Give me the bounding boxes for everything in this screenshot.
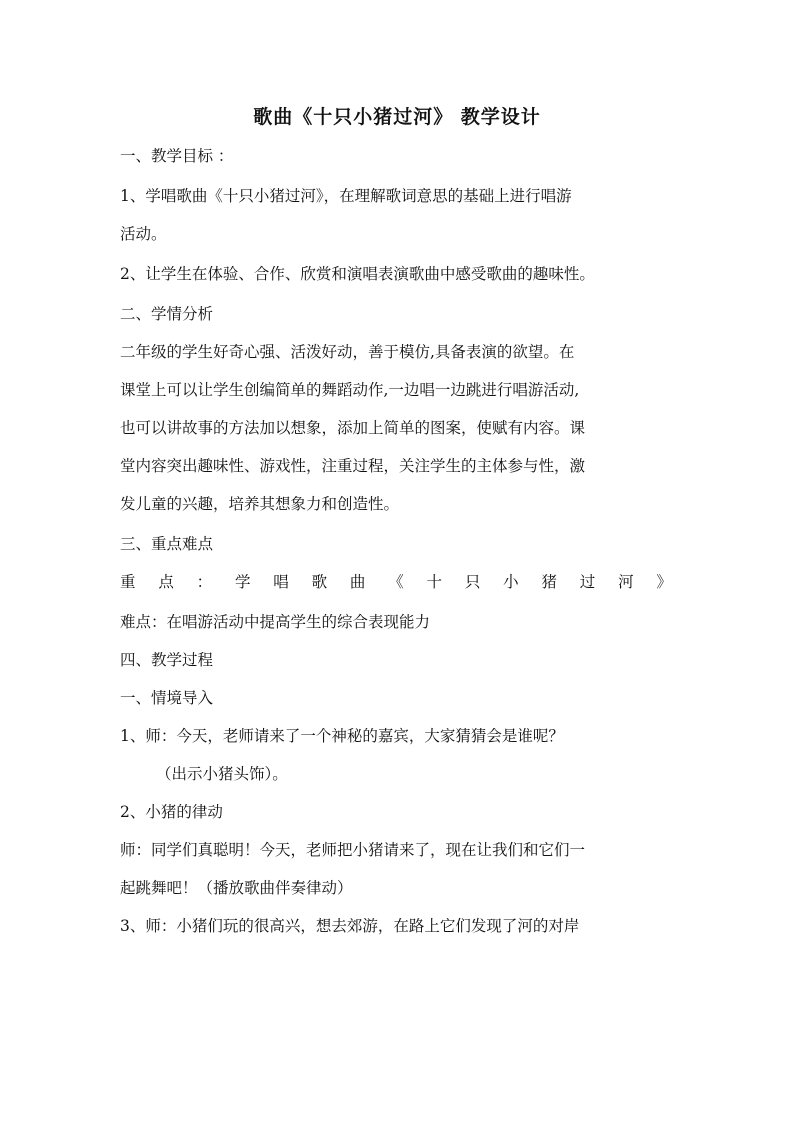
key-point-char: 河	[618, 573, 634, 591]
paragraph-line: 二年级的学生好奇心强、活泼好动，善于模仿,具备表演的欲望。在	[120, 343, 575, 361]
document-title: 歌曲《十只小猪过河》 教学设计	[253, 106, 541, 128]
key-point-char: 猪	[541, 573, 557, 591]
section-heading-analysis: 二、学情分析	[120, 305, 214, 323]
key-point-char: 十	[426, 573, 443, 591]
key-point-char: 过	[579, 573, 596, 591]
paragraph-line: 1、师：今天，老师请来了一个神秘的嘉宾，大家猜猜会是谁呢？	[120, 727, 564, 745]
paragraph-line: 堂内容突出趣味性、游戏性，注重过程，关注学生的主体参与性，激	[120, 457, 586, 475]
section-heading-objectives: 一、教学目标 ：	[120, 147, 234, 165]
paragraph-line: （出示小猪头饰）。	[156, 765, 288, 783]
key-point-char: ：	[196, 573, 213, 591]
section-heading-process: 四、教学过程	[120, 651, 214, 669]
paragraph-line: 发儿童的兴趣，培养其想象力和创造性。	[120, 495, 400, 513]
key-point-line	[120, 570, 680, 594]
key-point-char: 学	[234, 573, 251, 591]
section-heading-key-points: 三、重点难点	[120, 535, 214, 553]
paragraph-line: 3、师：小猪们玩的很高兴，想去郊游，在路上它们发现了河的对岸	[120, 917, 580, 935]
key-point-char: 》	[656, 573, 672, 591]
key-point-char: 重	[120, 573, 136, 591]
paragraph-line: 也可以讲故事的方法加以想象，添加上简单的图案，使赋有内容。课	[120, 419, 586, 437]
paragraph-line: 难点：在唱游活动中提高学生的综合表现能力	[120, 613, 431, 631]
paragraph-line: 2、让学生在体验、合作、欣赏和演唱表演歌曲中感受歌曲的趣味性。	[120, 265, 595, 283]
paragraph-line: 2、小猪的律动	[120, 803, 223, 821]
paragraph-line: 活动。	[120, 225, 167, 243]
paragraph-line: 课堂上可以让学生创编简单的舞蹈动作,一边唱一边跳进行唱游活动,	[120, 381, 580, 399]
key-point-char: 点	[158, 573, 174, 591]
key-point-spread-text	[120, 570, 672, 594]
paragraph-line: 师：同学们真聪明！今天，老师把小猪请来了，现在让我们和它们一	[120, 841, 586, 859]
key-point-char: 曲	[349, 573, 366, 591]
key-point-char: 小	[503, 573, 519, 591]
paragraph-line: 1、学唱歌曲《十只小猪过河》，在理解歌词意思的基础上进行唱游	[120, 187, 572, 205]
paragraph-line: 起跳舞吧！（播放歌曲伴奏律动）	[120, 879, 353, 897]
subsection-heading-intro: 一、情境导入	[120, 689, 214, 707]
key-point-char: 《	[388, 573, 404, 591]
key-point-char: 唱	[273, 573, 289, 591]
key-point-char: 只	[464, 573, 481, 591]
key-point-char: 歌	[311, 573, 328, 591]
